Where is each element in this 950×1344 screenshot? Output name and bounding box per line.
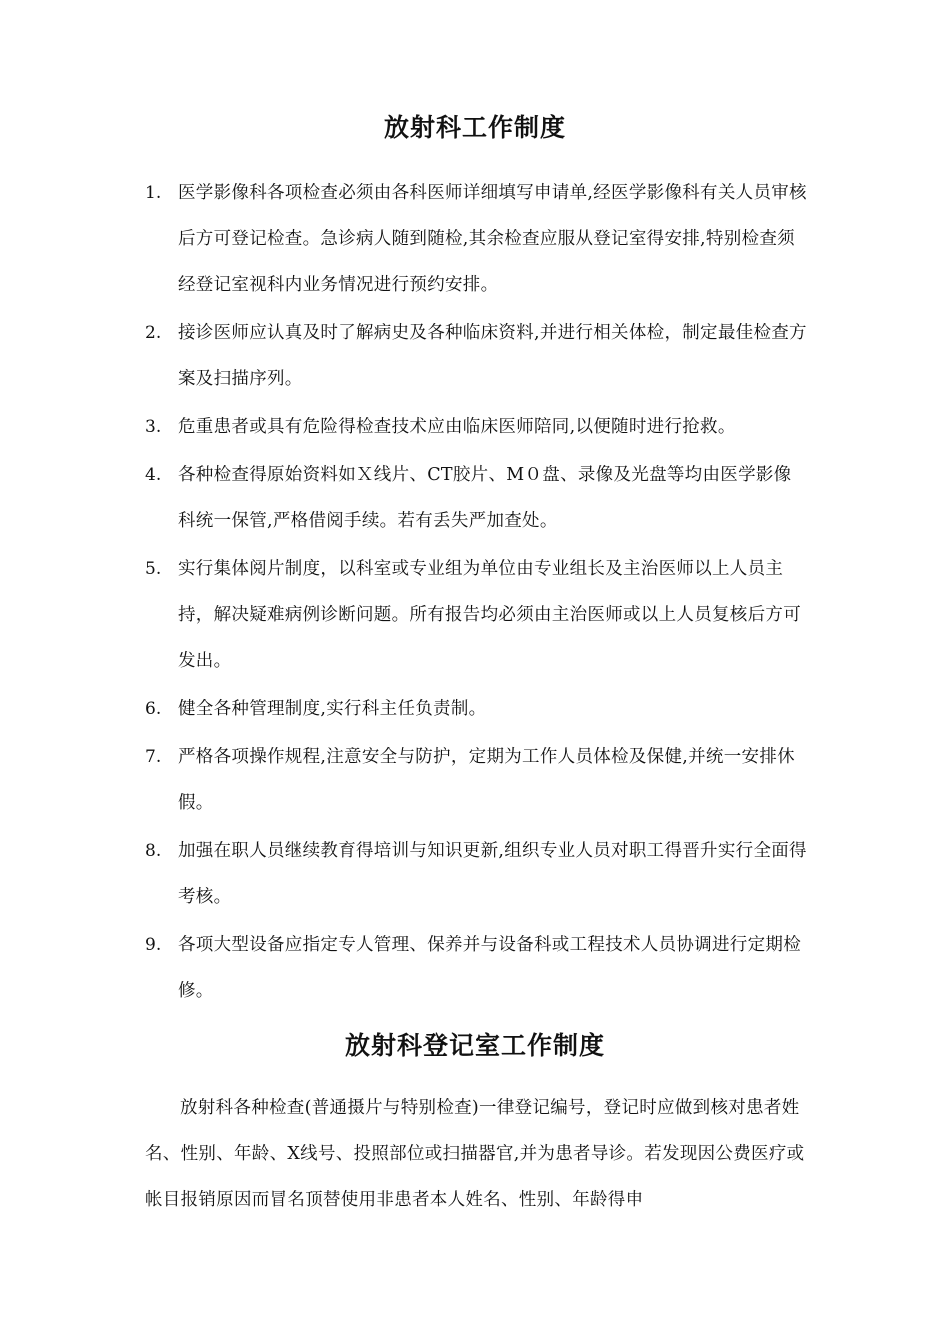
list-item-text: 各种检查得原始资料如Ｘ线片、CT胶片、M０盘、录像及光盘等均由医学影像科统一保管,严格借阅手续。若有丢失严加查处。 (178, 465, 792, 531)
list-item-text: 接诊医师应认真及时了解病史及各种临床资料,并进行相关体检，制定最佳检查方案及扫描序列。 (178, 323, 807, 389)
list-item-number: 2. (145, 323, 162, 343)
list-item-text: 健全各种管理制度,实行科主任负责制。 (178, 699, 487, 719)
rules-list (0, 170, 950, 1016)
list-item (0, 922, 950, 1014)
list-item-number: 8. (145, 841, 162, 861)
list-item-text: 危重患者或具有危险得检查技术应由临床医师陪同,以便随时进行抢救。 (178, 417, 736, 437)
list-item-text: 医学影像科各项检查必须由各科医师详细填写申请单,经医学影像科有关人员审核后方可登记检查。急诊病人随到随检,其余检查应服从登记室得安排,特别检查须经登记室视科内业务情况进行预约安排。 (178, 183, 807, 295)
list-item-number: 5. (145, 559, 162, 579)
list-item-number: 1. (145, 183, 162, 203)
section-paragraph: 放射科各种检查(普通摄片与特别检查)一律登记编号，登记时应做到核对患者姓名、性别、年龄、X线号、投照部位或扫描器官,并为患者导诊。若发现因公费医疗或帐目报销原因而冒名顶替使用非患者本人姓名、性别、年龄得申 (145, 1098, 805, 1210)
list-item-number: 3. (145, 417, 162, 437)
list-item (0, 828, 950, 920)
list-item (0, 734, 950, 826)
list-item (0, 546, 950, 684)
list-item (0, 452, 950, 544)
list-item-text: 加强在职人员继续教育得培训与知识更新,组织专业人员对职工得晋升实行全面得考核。 (178, 841, 807, 907)
list-item (0, 310, 950, 402)
section-title: 放射科登记室工作制度 (344, 1031, 605, 1060)
list-item-number: 7. (145, 747, 162, 767)
list-item (0, 404, 950, 450)
list-item (0, 170, 950, 308)
list-item-number: 4. (145, 465, 162, 485)
list-item-text: 实行集体阅片制度，以科室或专业组为单位由专业组长及主治医师以上人员主持，解决疑难病例诊断问题。所有报告均必须由主治医师或以上人员复核后方可发出。 (178, 559, 801, 671)
list-item (0, 686, 950, 732)
document-title: 放射科工作制度 (383, 113, 566, 142)
list-item-text: 各项大型设备应指定专人管理、保养并与设备科或工程技术人员协调进行定期检修。 (178, 935, 801, 1001)
list-item-number: 6. (145, 699, 162, 719)
list-item-text: 严格各项操作规程,注意安全与防护，定期为工作人员体检及保健,并统一安排休假。 (178, 747, 795, 813)
list-item-number: 9. (145, 935, 162, 955)
